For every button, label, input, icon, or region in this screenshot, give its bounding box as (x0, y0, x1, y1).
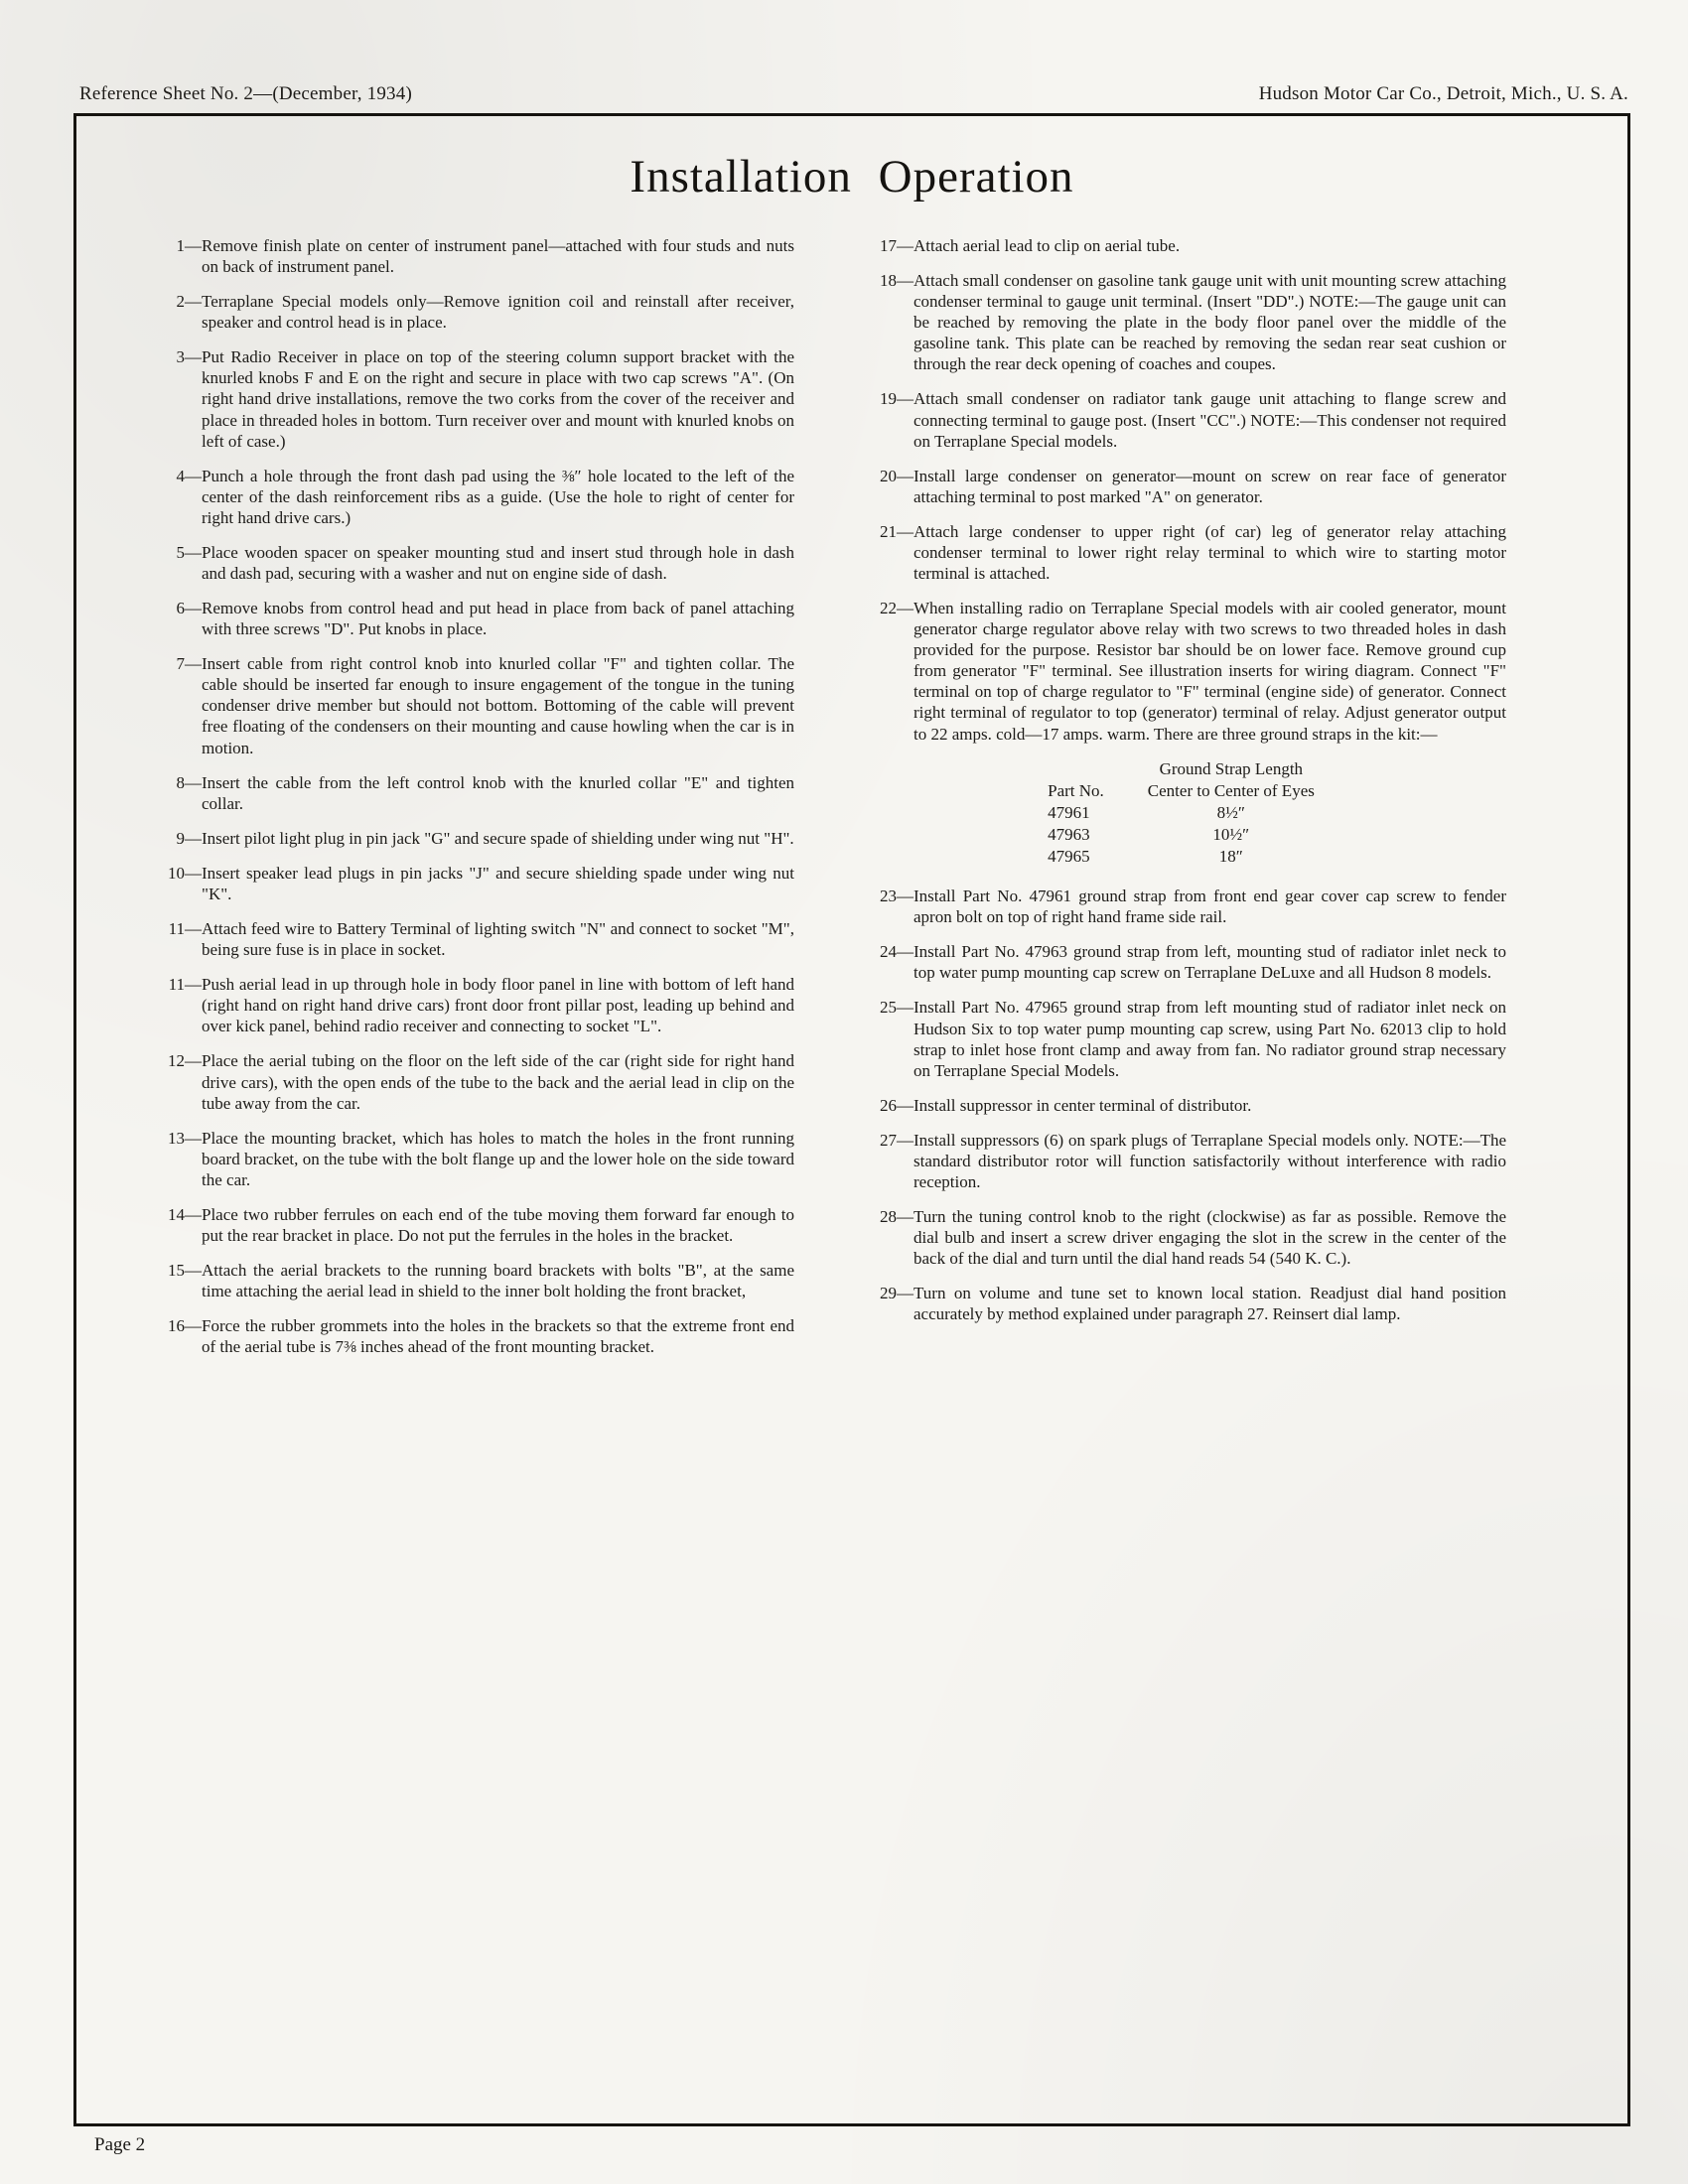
content-border-box (73, 113, 1630, 2126)
instruction-item (854, 235, 1508, 256)
item-number: 3— (176, 347, 202, 367)
table-header: Ground Strap Length (1159, 758, 1304, 778)
table-row (1026, 846, 1336, 868)
item-number: 24— (880, 942, 914, 962)
instruction-item (142, 918, 796, 960)
item-number: 10— (168, 863, 202, 883)
instruction-item (142, 542, 796, 584)
item-number: 21— (880, 521, 914, 541)
instruction-item (142, 653, 796, 757)
table-header: Part No. (1048, 780, 1104, 800)
instruction-item (854, 598, 1508, 745)
item-number: 11— (168, 919, 202, 939)
item-text: Attach the aerial brackets to the running board brackets with bolts "B", at the same time attaching the aerial lead in shield to the inner bolt holding the front bracket, (202, 1261, 794, 1301)
item-text: Insert cable from right control knob into knurled collar "F" and tighten collar. The cable should be inserted far enough to insure engagement of the tongue in the tuning condenser drive member but should not bottom. Bottoming of the cable will prevent free floating of the condensers on their mounting and cause howling when the car is in motion. (202, 654, 794, 757)
item-number: 11— (168, 975, 202, 995)
item-text: Insert pilot light plug in pin jack "G" and secure spade of shielding under wing nut "H". (202, 828, 794, 848)
instruction-item (142, 466, 796, 528)
item-text: Attach small condenser on radiator tank gauge unit attaching to flange screw and connecting terminal to gauge post. (Insert "CC".) NOTE:—This condenser not required on Terraplane Special models. (914, 389, 1506, 451)
document-header (79, 83, 1628, 105)
table-row (1026, 802, 1336, 824)
left-column (142, 235, 796, 1371)
item-number: 22— (880, 599, 914, 618)
item-number: 8— (176, 772, 202, 792)
instruction-item (854, 466, 1508, 507)
part-number-cell: 47963 (1048, 824, 1090, 844)
strap-length-cell: 8½″ (1216, 802, 1245, 822)
table-header: Center to Center of Eyes (1147, 780, 1315, 800)
page-number: Page 2 (94, 2134, 146, 2155)
item-text: Place the mounting bracket, which has holes to match the holes in the front running board bracket, on the tube with the bolt flange up and the lower hole on the side toward the car. (202, 1128, 794, 1189)
item-number: 17— (880, 236, 914, 255)
instruction-item (142, 1315, 796, 1357)
instruction-item (142, 291, 796, 333)
item-number: 1— (176, 236, 202, 255)
item-text: Install Part No. 47963 ground strap from left, mounting stud of radiator inlet neck to top water pump mounting cap screw on Terraplane DeLuxe and all Hudson 8 models. (914, 942, 1506, 983)
item-text: Remove knobs from control head and put head in place from back of panel attaching with three screws "D". Put knobs in place. (202, 599, 794, 639)
instruction-item (142, 1204, 796, 1246)
item-text: Install Part No. 47961 ground strap from front end gear cover cap screw to fender apron bolt on top of right hand frame side rail. (914, 887, 1506, 927)
item-text: Insert the cable from the left control knob with the knurled collar "E" and tighten collar. (202, 772, 794, 813)
item-text: Place wooden spacer on speaker mounting stud and insert stud through hole in dash and dash pad, securing with a washer and nut on engine side of dash. (202, 542, 794, 584)
strap-length-cell: 18″ (1218, 847, 1243, 867)
item-text: Attach small condenser on gasoline tank gauge unit with unit mounting screw attaching condenser terminal to gauge unit terminal. (Insert "DD".) NOTE:—The gauge unit can be reached by removing the plate in the body floor panel over the middle of the gasoline tank. This plate can be reached by removing the sedan rear seat cushion or through the rear deck opening of coaches and coupes. (914, 271, 1506, 374)
instruction-item (854, 886, 1508, 927)
reference-sheet-label: Reference Sheet No. 2—(December, 1934) (79, 83, 412, 104)
item-number: 18— (880, 271, 914, 291)
item-text: Insert speaker lead plugs in pin jacks "J" and secure shielding spade under wing nut "K". (202, 863, 794, 903)
item-text: Install Part No. 47965 ground strap from left mounting stud of radiator inlet neck on Hudson Six to top water pump mounting cap screw, using Part No. 62013 clip to hold strap to inlet hose front clamp and away from fan. No radiator ground strap necessary on Terraplane Special Models. (914, 998, 1506, 1080)
item-number: 4— (176, 466, 202, 485)
item-number: 28— (880, 1207, 914, 1227)
instruction-item (854, 270, 1508, 374)
item-text: Terraplane Special models only—Remove ignition coil and reinstall after receiver, speaker and control head is in place. (202, 292, 794, 333)
item-number: 5— (176, 542, 202, 562)
item-number: 20— (880, 466, 914, 485)
item-number: 25— (880, 998, 914, 1018)
instruction-item (142, 974, 796, 1036)
item-text: Punch a hole through the front dash pad using the ⅜″ hole located to the left of the center of the dash reinforcement ribs as a guide. (Use the hole to right of center for right hand drive cars.) (202, 466, 794, 527)
instruction-item (142, 346, 796, 451)
item-number: 6— (176, 599, 202, 618)
right-column (854, 235, 1508, 1371)
instruction-item (854, 1283, 1508, 1324)
item-number: 15— (168, 1261, 202, 1281)
item-number: 13— (168, 1128, 202, 1148)
item-text: Remove finish plate on center of instrument panel—attached with four studs and nuts on back of instrument panel. (202, 236, 794, 277)
table-row (1026, 824, 1336, 846)
item-number: 27— (880, 1130, 914, 1150)
item-number: 9— (176, 828, 202, 848)
item-text: Turn the tuning control knob to the right (clockwise) as far as possible. Remove the dial bulb and insert a screw driver engaging the slot in the screw in the center of the back of the dial and turn until the dial hand reads 54 (540 K. C.). (914, 1207, 1506, 1269)
item-text: Attach aerial lead to clip on aerial tube. (914, 236, 1181, 255)
item-number: 29— (880, 1284, 914, 1303)
instruction-item (142, 863, 796, 904)
item-text: Attach large condenser to upper right (of car) leg of generator relay attaching condenser terminal to lower right relay terminal to which wire to starting motor terminal is attached. (914, 521, 1506, 584)
item-number: 26— (880, 1095, 914, 1115)
strap-length-cell: 10½″ (1212, 824, 1250, 844)
item-text: Install large condenser on generator—mount on screw on rear face of generator attaching terminal to post marked "A" on generator. (914, 466, 1506, 506)
part-number-cell: 47965 (1048, 847, 1090, 867)
item-number: 7— (176, 654, 202, 674)
ground-strap-table (1026, 758, 1336, 868)
instruction-item (854, 1206, 1508, 1269)
item-number: 12— (168, 1051, 202, 1071)
item-text: Force the rubber grommets into the holes in the brackets so that the extreme front end of the aerial tube is 7⅜ inches ahead of the front mounting bracket. (202, 1316, 794, 1357)
instruction-item (142, 1260, 796, 1301)
instruction-item (854, 521, 1508, 584)
part-number-cell: 47961 (1048, 802, 1090, 822)
instruction-item (142, 1050, 796, 1113)
item-text: Place the aerial tubing on the floor on the left side of the car (right side for right hand drive cars), with the open ends of the tube to the back and the aerial lead in clip on the tube away from the car. (202, 1051, 794, 1113)
item-text: Turn on volume and tune set to known local station. Readjust dial hand position accurately by method explained under paragraph 27. Reinsert dial lamp. (914, 1284, 1506, 1324)
instruction-item (142, 1128, 796, 1190)
item-text: Put Radio Receiver in place on top of the steering column support bracket with the knurled knobs F and E on the right and secure in place with two cap screws "A". (On right hand drive installations, remove the two corks from the cover of the receiver and place in threaded holes in bottom. Turn receiver over and mount with knurled knobs on left of case.) (202, 347, 794, 451)
page-title: Installation Operation (630, 151, 1074, 203)
item-number: 16— (168, 1316, 202, 1336)
instruction-item (854, 388, 1508, 451)
item-text: Attach feed wire to Battery Terminal of lighting switch "N" and connect to socket "M", being sure fuse is in place in socket. (202, 919, 794, 960)
instruction-item (854, 1095, 1508, 1116)
item-number: 23— (880, 887, 914, 906)
item-number: 14— (168, 1204, 202, 1224)
item-text: Install suppressor in center terminal of distributor. (914, 1095, 1252, 1115)
two-column-layout (76, 229, 1627, 1371)
company-label: Hudson Motor Car Co., Detroit, Mich., U. S. A. (1258, 83, 1628, 104)
instruction-item (854, 997, 1508, 1080)
instruction-item (854, 941, 1508, 983)
item-number: 19— (880, 389, 914, 409)
instruction-item (142, 772, 796, 814)
instruction-item (142, 235, 796, 277)
instruction-item (142, 598, 796, 639)
instruction-item (142, 828, 796, 849)
item-number: 2— (176, 292, 202, 312)
item-text: When installing radio on Terraplane Special models with air cooled generator, mount generator charge regulator above relay with two screws to two threaded holes in dash provided for the purpose. Resistor bar should be on lower face. Remove ground cup from generator "F" terminal. See illustration inserts for wiring diagram. Connect "F" terminal on top of charge regulator to "F" terminal (engine side) of generator. Connect right terminal of regulator to top (generator) terminal of relay. Adjust generator output to 22 amps. cold—17 amps. warm. There are three ground straps in the kit:— (914, 599, 1506, 744)
instruction-item (854, 1130, 1508, 1192)
item-text: Install suppressors (6) on spark plugs of Terraplane Special models only. NOTE:—The standard distributor rotor will function satisfactorily without interference with radio reception. (914, 1130, 1506, 1191)
item-text: Place two rubber ferrules on each end of the tube moving them forward far enough to put the rear bracket in place. Do not put the ferrules in the holes in the bracket. (202, 1204, 794, 1245)
item-text: Push aerial lead in up through hole in body floor panel in line with bottom of left hand (right hand on right hand drive cars) front door front pillar post, leading up behind and over kick panel, behind radio receiver and connecting to socket "L". (202, 975, 794, 1036)
